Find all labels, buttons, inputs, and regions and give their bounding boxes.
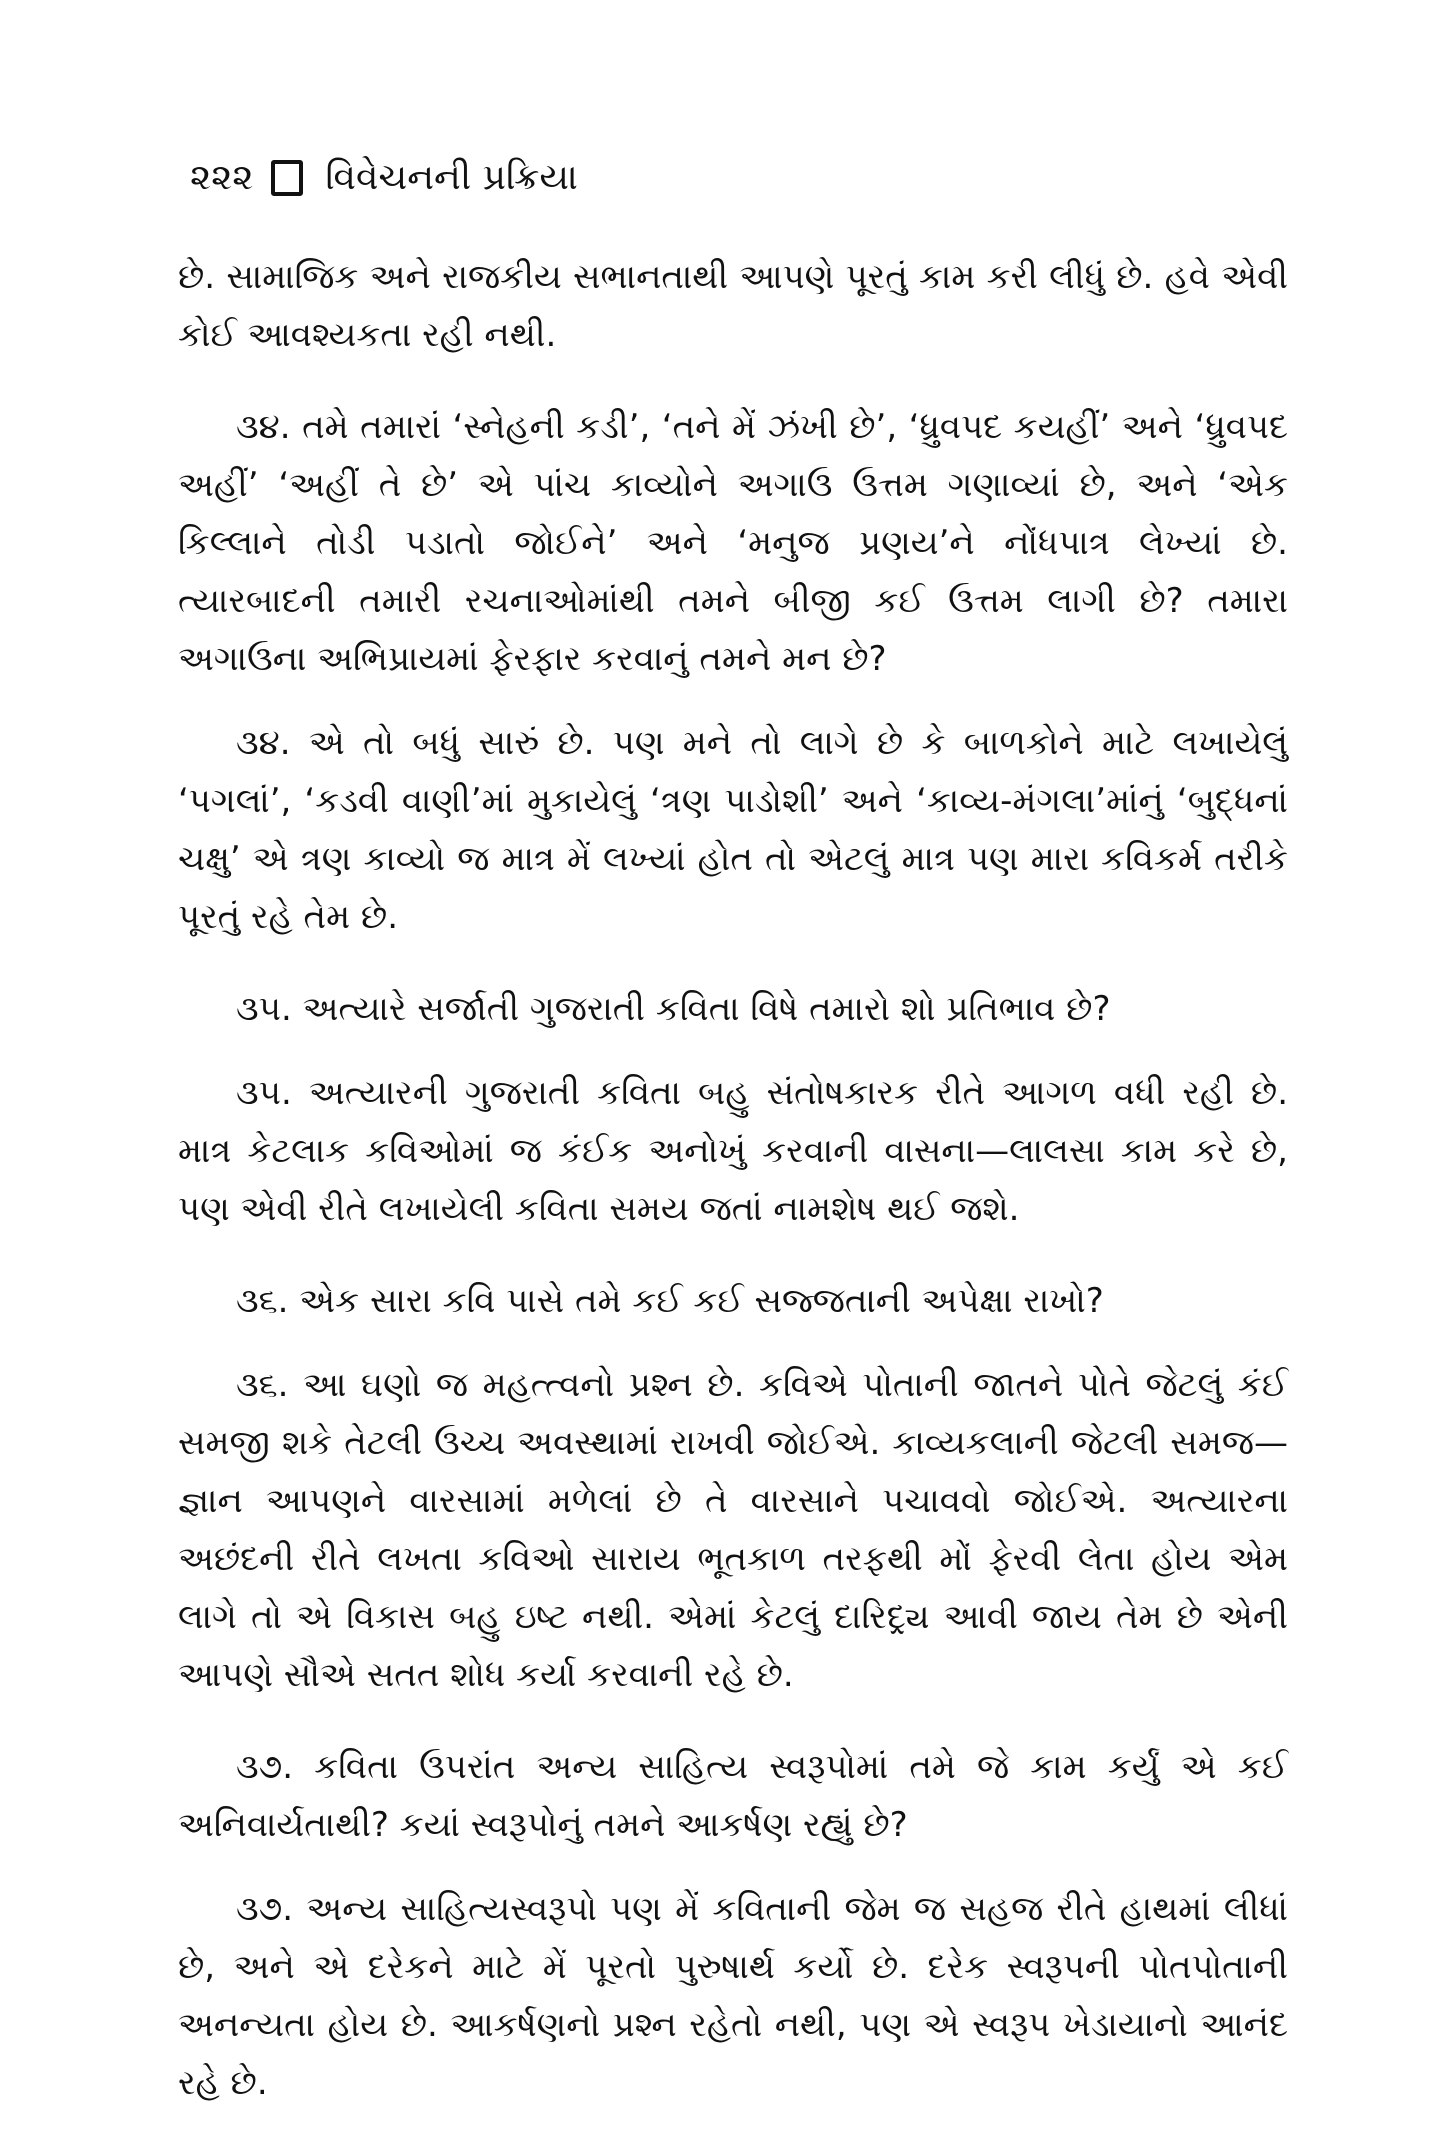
paragraph-answer-37: ૩૭. અન્ય સાહિત્યસ્વરૂપો પણ મેં કવિતાની જેમ જ સહજ રીતે હાથમાં લીધાં છે, અને એ દરેકને માટે મેં પૂરતો પુરુષાર્થ કર્યો છે. દરેક સ્વરૂપની પોતપોતાની અનન્યતા હોય છે. આકર્ષણનો પ્રશ્ન રહેતો નથી, પણ એ સ્વરૂપ ખેડાયાનો આનંદ રહે છે. [178,1889,1288,2103]
paragraph-answer-34: ૩૪. એ તો બધું સારું છે. પણ મને તો લાગે છે કે બાળકોને માટે લખાયેલું ‘પગલાં’, ‘કડવી વાણી’માં મુકાયેલું ‘ત્રણ પાડોશી’ અને ‘કાવ્ય-મંગલા’માંનું ‘બુદ્ધનાં ચક્ષુ’ એ ત્રણ કાવ્યો જ માત્ર મેં લખ્યાં હોત તો એટલું માત્ર પણ મારા કવિકર્મ તરીકે પૂરતું રહે તેમ છે. [178,723,1288,937]
paragraph-answer-36: ૩૬. આ ઘણો જ મહત્ત્વનો પ્રશ્ન છે. કવિએ પોતાની જાતને પોતે જેટલું કંઈ સમજી શકે તેટલી ઉચ્ચ અવસ્થામાં રાખવી જોઈએ. કાવ્યકલાની જેટલી સમજ—જ્ઞાન આપણને વારસામાં મળેલાં છે તે વારસાને પચાવવો જોઈએ. અત્યારના અછંદની રીતે લખતા કવિઓ સારાય ભૂતકાળ તરફથી મોં ફેરવી લેતા હોય એમ લાગે તો એ વિકાસ બહુ ઇષ્ટ નથી. એમાં કેટલું દારિદ્ર્ય આવી જાય તેમ છે એની આપણે સૌએ સતત શોધ કર્યા કરવાની રહે છે. [178,1365,1288,1695]
paragraph-continuation: છે. સામાજિક અને રાજકીય સભાનતાથી આપણે પૂરતું કામ કરી લીધું છે. હવે એવી કોઈ આવશ્યકતા રહી નથી. [178,257,1288,355]
paragraph-question-37: ૩૭. કવિતા ઉપરાંત અન્ય સાહિત્ય સ્વરૂપોમાં તમે જે કામ કર્યું એ કઈ અનિવાર્યતાથી? કયાં સ્વરૂપોનું તમને આકર્ષણ રહ્યું છે? [178,1747,1288,1845]
page-number: ૨૨૨ [190,157,254,198]
paragraph-question-36: ૩૬. એક સારા કવિ પાસે તમે કઈ કઈ સજ્જતાની અપેક્ષા રાખો? [236,1281,1104,1321]
body-text [178,248,1288,2146]
paragraph-question-34: ૩૪. તમે તમારાં ‘સ્નેહની કડી’, ‘તને મેં ઝંખી છે’, ‘ધ્રુવપદ કયહીં’ અને ‘ધ્રુવપદ અહીં’ ‘અહીં તે છે’ એ પાંચ કાવ્યોને અગાઉ ઉત્તમ ગણાવ્યાં છે, અને ‘એક કિલ્લાને તોડી પડાતો જોઈને’ અને ‘મનુજ પ્રણય’ને નોંધપાત્ર લેખ્યાં છે. ત્યારબાદની તમારી રચનાઓમાંથી તમને બીજી કઈ ઉત્તમ લાગી છે? તમારા અગાઉના અભિપ્રાયમાં ફેરફાર કરવાનું તમને મન છે? [178,407,1288,679]
paragraph-answer-35: ૩૫. અત્યારની ગુજરાતી કવિતા બહુ સંતોષકારક રીતે આગળ વધી રહી છે. માત્ર કેટલાક કવિઓમાં જ કંઈક અનોખું કરવાની વાસના—લાલસા કામ કરે છે, પણ એવી રીતે લખાયેલી કવિતા સમય જતાં નામશેષ થઈ જશે. [178,1073,1289,1229]
paragraph-question-35: ૩૫. અત્યારે સર્જાતી ગુજરાતી કવિતા વિષે તમારો શો પ્રતિભાવ છે? [236,989,1111,1029]
running-title: વિવેચનની પ્રક્રિયા [325,157,578,198]
running-header [190,150,578,206]
square-ornament-icon [271,160,303,196]
